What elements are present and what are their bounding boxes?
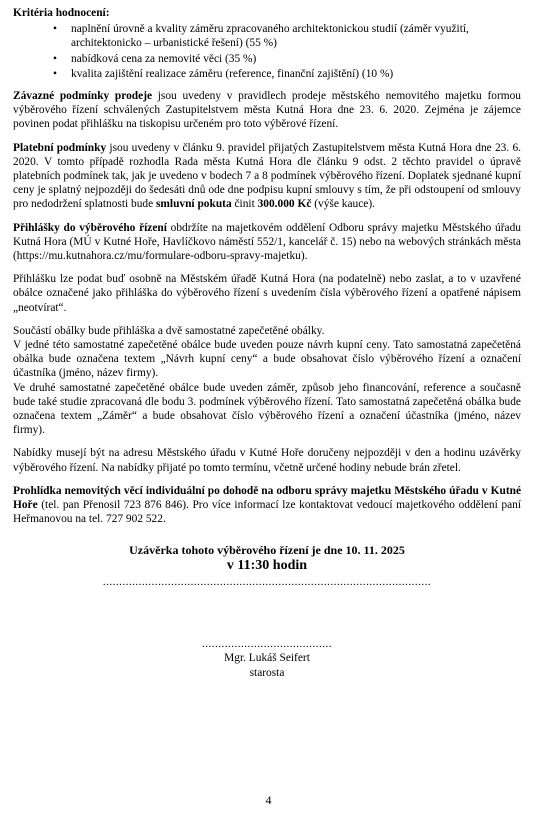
criteria-item: • naplnění úrovně a kvality záměru zpracovaného architektonickou studií (záměr využití, architektonicko – urbanistické řešení) (55 %) [13,22,521,50]
payment-conditions-text: jsou uvedeny v článku 9. pravidel přijatých Zastupitelstvem města Kutná Hora dne 23. 6. 2020. V tomto případě rozhodla Rada města Kutná Hora dle článku 9 odst. 2 těchto pravidel o úpravě platebních podmínek tak, jak je uvedeno v bodech 7 a 8 podmínek výběrového řízení. Doplatek sjednané kupní ceny je splatný nejpozději do šedesáti dnů ode dne podpisu kupní smlouvy s tím, že při odstoupení od smlouvy pro nedodržení splatnosti bude [13,141,522,211]
envelopes-section [13,324,521,438]
inspection-lead: Prohlídka nemovitých věcí individuální po dohodě na odboru správy majetku Městského úřadu v Kutné Hoře [13,484,521,512]
binding-conditions-lead: Závazné podmínky prodeje [13,90,153,103]
criteria-list [13,22,521,81]
page-number: 4 [265,793,272,807]
binding-conditions-paragraph [13,89,521,132]
criteria-item: • kvalita zajištění realizace záměru (reference, finanční zajištění) (10 %) [13,67,521,81]
signatory-name: Mgr. Lukáš Seifert [224,652,310,665]
application-forms-lead: Přihlášky do výběrového řízení [13,221,167,234]
application-forms-paragraph [13,221,521,264]
criteria-item: • nabídková cena za nemovité věci (35 %) [13,52,521,66]
deadline-block [13,543,521,573]
submission-paragraph: Přihlášku lze podat buď osobně na Městském úřadě Kutná Hora (na podatelně) nebo zaslat, a to v uzavřené obálce označené jako přihláška do výběrového řízení s uvedením čísla výběrového řízení a opatřené nápisem „neotvírat“. [13,273,521,314]
document-page [13,6,521,680]
envelopes-line: Součástí obálky bude přihláška a dvě samostatné zapečetěné obálky. [13,324,325,337]
payment-text-2: činit [231,198,258,211]
signatory-title: starosta [249,666,285,679]
delivery-paragraph: Nabídky musejí být na adresu Městského úřadu v Kutné Hoře doručeny nejpozději v den a hodinu uzávěrky výběrového řízení. Na nabídky přijaté po tomto termínu, včetně určené hodiny nebude brán zřetel. [13,447,521,474]
deadline-date: Uzávěrka tohoto výběrového řízení je dne 10. 11. 2025 [129,542,405,557]
payment-conditions-paragraph [13,141,521,212]
inspection-text: (tel. pan Přenosil 723 876 846). Pro více informací lze kontaktovat vedoucí majetkového oddělení paní Heřmanovou na tel. 727 902 522. [13,499,521,526]
signature-dotted-line: ........................................ [202,638,332,651]
envelopes-line: Ve druhé samostatné zapečetěné obálce bude uveden záměr, způsob jeho financování, reference a současně bude také studie zpracovaná dle bodu 3. podmínek výběrového řízení. Tato samostatná zapečetěná obálka bude označena textem „Záměr“ a bude obsahovat číslo výběrového řízení a označení účastníka (jméno, název firmy). [13,381,521,437]
payment-conditions-lead: Platební podmínky [13,141,107,154]
deadline-dotted-line: ..................................................................................................... [102,575,432,588]
payment-text-3: (výše kauce). [311,198,375,211]
penalty-amount: 300.000 Kč [257,198,312,211]
envelopes-line: V jedné této samostatné zapečetěné obálce bude uveden pouze návrh kupní ceny. Tato samostatná zapečetěná obálka bude označena textem „Návrh kupní ceny“ a bude obsahovat číslo výběrového řízení a označení účastníka (jméno, název firmy). [13,339,521,380]
binding-conditions-text: jsou uvedeny v pravidlech prodeje městského nemovitého majetku formou výběrového řízení schválených Zastupitelstvem města Kutná Hora dne 23. 6. 2020. Zejména je zájemce povinen podat přihlášku na tiskopisu určeném pro toto výběrové řízení. [13,90,521,131]
signature-block [13,637,521,680]
penalty-label: smluvní pokuta [155,198,232,211]
criteria-heading: Kritéria hodnocení: [13,7,110,19]
deadline-time: v 11:30 hodin [226,557,308,573]
application-forms-text: obdržíte na majetkovém oddělení Odboru správy majetku Městského úřadu Kutná Hora (MÚ v Kutné Hoře, Havlíčkovo náměstí 552/1, kancelář č. 15) nebo na webových stránkách města (https://mu.kutnahora.cz/mu/formulare-odboru-spravy-majetku). [13,221,521,263]
inspection-paragraph [13,484,521,527]
